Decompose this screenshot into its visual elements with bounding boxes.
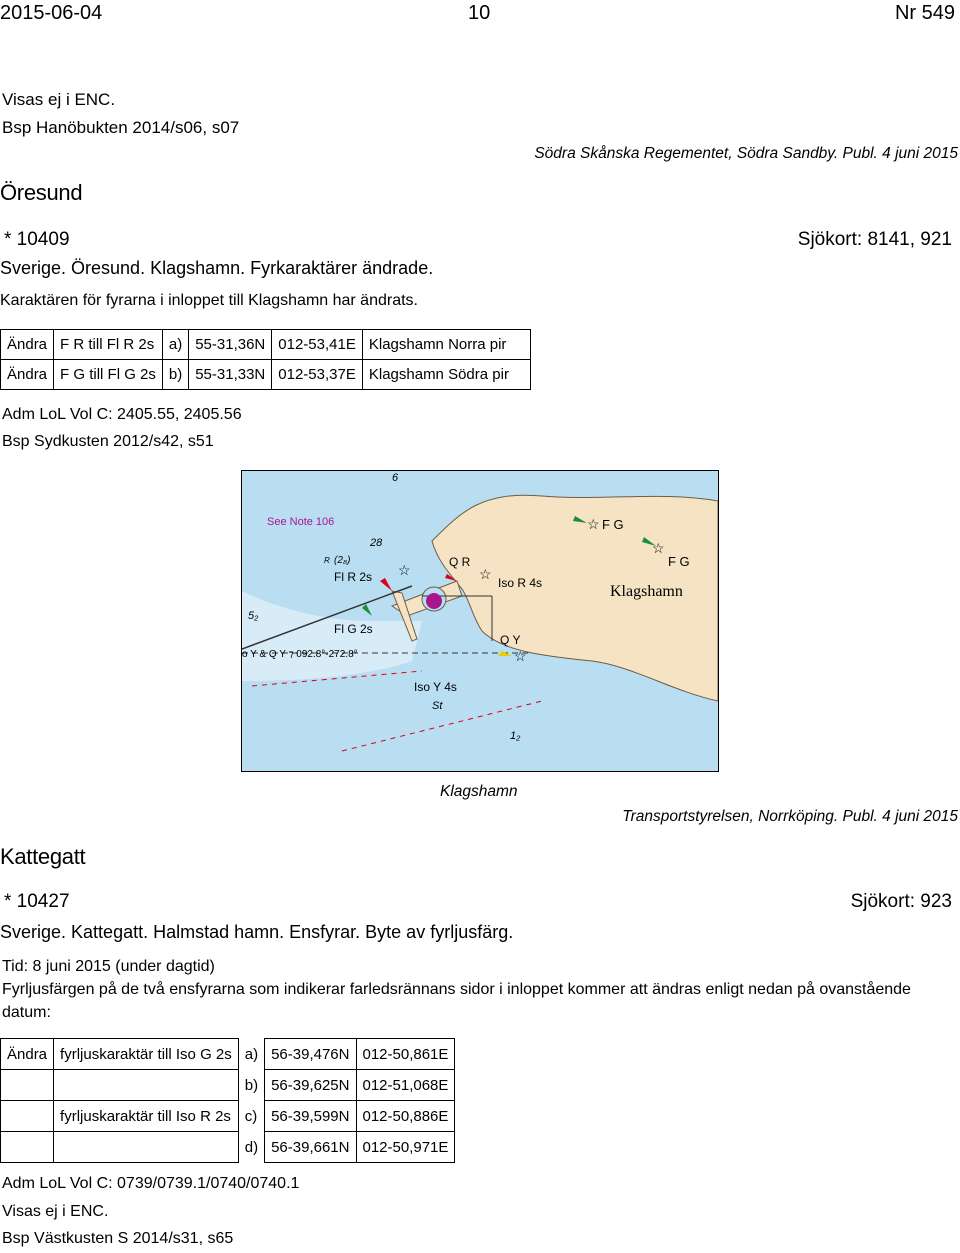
- chart-svg: [242, 471, 718, 771]
- notice-title: Sverige. Kattegatt. Halmstad hamn. Ensfyrar. Byte av fyrljusfärg.: [0, 922, 514, 942]
- table-row: [1, 330, 531, 360]
- light-changes-table: [0, 329, 531, 390]
- adm-lol-reference: Adm LoL Vol C: 0739/0739.1/0740/0740.1: [2, 1175, 300, 1192]
- map-label-isor: Iso R 4s: [498, 576, 543, 590]
- table-cell-action: Ändra: [1, 330, 54, 360]
- table-row: [1, 1132, 455, 1163]
- nautical-chart-klagshamn: [241, 470, 719, 772]
- table-cell-change: [54, 1132, 239, 1163]
- table-cell-lon: 012-50,971E: [356, 1132, 455, 1163]
- table-cell-lat: 56-39,599N: [265, 1101, 356, 1132]
- map-label-fg1: F G: [602, 517, 624, 532]
- light-star-icon: ☆: [479, 566, 492, 582]
- map-label-depth: 5₂: [248, 610, 259, 622]
- table-cell-lon: 012-53,41E: [272, 330, 363, 360]
- table-cell-lat: 56-39,476N: [265, 1039, 356, 1070]
- table-cell-lat: 56-39,661N: [265, 1132, 356, 1163]
- map-label-leading: o Y & Q Y ⁊ 092.8°-272.8°: [242, 649, 358, 660]
- map-label-town: Klagshamn: [610, 583, 683, 600]
- map-label-isoy: Iso Y 4s: [414, 680, 457, 694]
- notice-description: Fyrljusfärgen på de två ensfyrarna som indikerar farledsrännans sidor i inloppet kommer att ändras enligt nedan på ovanstående datum:: [2, 981, 911, 1021]
- notice-time: Tid: 8 juni 2015 (under dagtid): [2, 958, 215, 975]
- light-changes-table: [0, 1038, 455, 1163]
- notice-number: * 10427: [4, 891, 70, 912]
- map-label-st: St: [432, 700, 443, 712]
- light-star-icon: ☆: [398, 562, 411, 578]
- table-cell-change: F R till Fl R 2s: [54, 330, 163, 360]
- enc-note: Visas ej i ENC.: [2, 1203, 109, 1220]
- table-cell-ref: a): [162, 330, 188, 360]
- map-label-fg2: F G: [668, 554, 690, 569]
- table-row: [1, 1101, 455, 1132]
- light-star-icon: ☆: [587, 516, 600, 532]
- table-cell-empty: [1, 1101, 54, 1132]
- table-cell-lon: 012-50,886E: [356, 1101, 455, 1132]
- chart-numbers: Sjökort: 923: [850, 891, 952, 912]
- table-row: [1, 1039, 455, 1070]
- adm-lol-reference: Adm LoL Vol C: 2405.55, 2405.56: [2, 406, 242, 423]
- chart-numbers: Sjökort: 8141, 921: [797, 229, 952, 250]
- table-cell-change: fyrljuskaraktär till Iso R 2s: [54, 1101, 239, 1132]
- table-cell-ref: b): [244, 1076, 259, 1094]
- table-cell-empty: [1, 1070, 54, 1101]
- map-label-depth: 28: [370, 537, 383, 549]
- map-label-depth: 6: [392, 472, 399, 484]
- table-cell-action: Ändra: [1, 360, 54, 390]
- table-cell-action: Ändra: [1, 1039, 54, 1070]
- bsp-reference: Bsp Sydkusten 2012/s42, s51: [2, 433, 214, 450]
- figure-caption: Klagshamn: [440, 783, 518, 800]
- map-label-r: R: [324, 556, 330, 565]
- marina-symbol: [426, 593, 442, 609]
- table-cell-lon: 012-50,861E: [356, 1039, 455, 1070]
- map-label-depth: (2₈): [334, 555, 351, 566]
- table-cell-name: Klagshamn Norra pir: [362, 330, 530, 360]
- table-cell-ref: b): [162, 360, 188, 390]
- light-star-icon: ☆: [514, 648, 527, 664]
- section-heading-kattegatt: Kattegatt: [0, 844, 86, 869]
- notice-number: * 10409: [4, 229, 70, 250]
- table-cell-ref: d): [244, 1138, 259, 1156]
- notice-description: Karaktären för fyrarna i inloppet till Klagshamn har ändrats.: [0, 292, 418, 309]
- table-cell-lon: 012-53,37E: [272, 360, 363, 390]
- table-cell-lat: 56-39,625N: [265, 1070, 356, 1101]
- table-cell-empty: [1, 1132, 54, 1163]
- bsp-reference: Bsp Västkusten S 2014/s31, s65: [2, 1230, 234, 1247]
- table-cell-change: F G till Fl G 2s: [54, 360, 163, 390]
- map-label-note: See Note 106: [267, 516, 335, 528]
- table-cell-ref: c): [244, 1107, 258, 1125]
- table-cell-lat: 55-31,33N: [189, 360, 272, 390]
- sec1-source: Transportstyrelsen, Norrköping. Publ. 4 juni 2015: [622, 808, 958, 825]
- map-label-qy: Q Y: [500, 633, 521, 647]
- prev-source: Södra Skånska Regementet, Södra Sandby. Publ. 4 juni 2015: [534, 145, 958, 162]
- table-cell-change: [54, 1070, 239, 1101]
- map-label-flg: Fl G 2s: [334, 622, 373, 636]
- page-number: 10: [468, 2, 491, 24]
- page-date: 2015-06-04: [0, 2, 103, 24]
- table-cell-lon: 012-51,068E: [356, 1070, 455, 1101]
- prev-bsp: Bsp Hanöbukten 2014/s06, s07: [2, 118, 240, 137]
- table-cell-change: fyrljuskaraktär till Iso G 2s: [54, 1039, 239, 1070]
- light-star-icon: ☆: [652, 540, 665, 556]
- prev-enc-note: Visas ej i ENC.: [2, 90, 116, 109]
- section-heading-oresund: Öresund: [0, 180, 83, 205]
- table-cell-ref: a): [244, 1045, 259, 1063]
- map-label-flr: Fl R 2s: [334, 570, 373, 584]
- table-row: [1, 360, 531, 390]
- issue-number: Nr 549: [894, 2, 955, 24]
- table-cell-name: Klagshamn Södra pir: [362, 360, 530, 390]
- map-label-depth: 1₂: [510, 730, 521, 742]
- notice-title: Sverige. Öresund. Klagshamn. Fyrkaraktärer ändrade.: [0, 258, 434, 278]
- table-row: [1, 1070, 455, 1101]
- table-cell-lat: 55-31,36N: [189, 330, 272, 360]
- map-label-qr: Q R: [449, 555, 471, 569]
